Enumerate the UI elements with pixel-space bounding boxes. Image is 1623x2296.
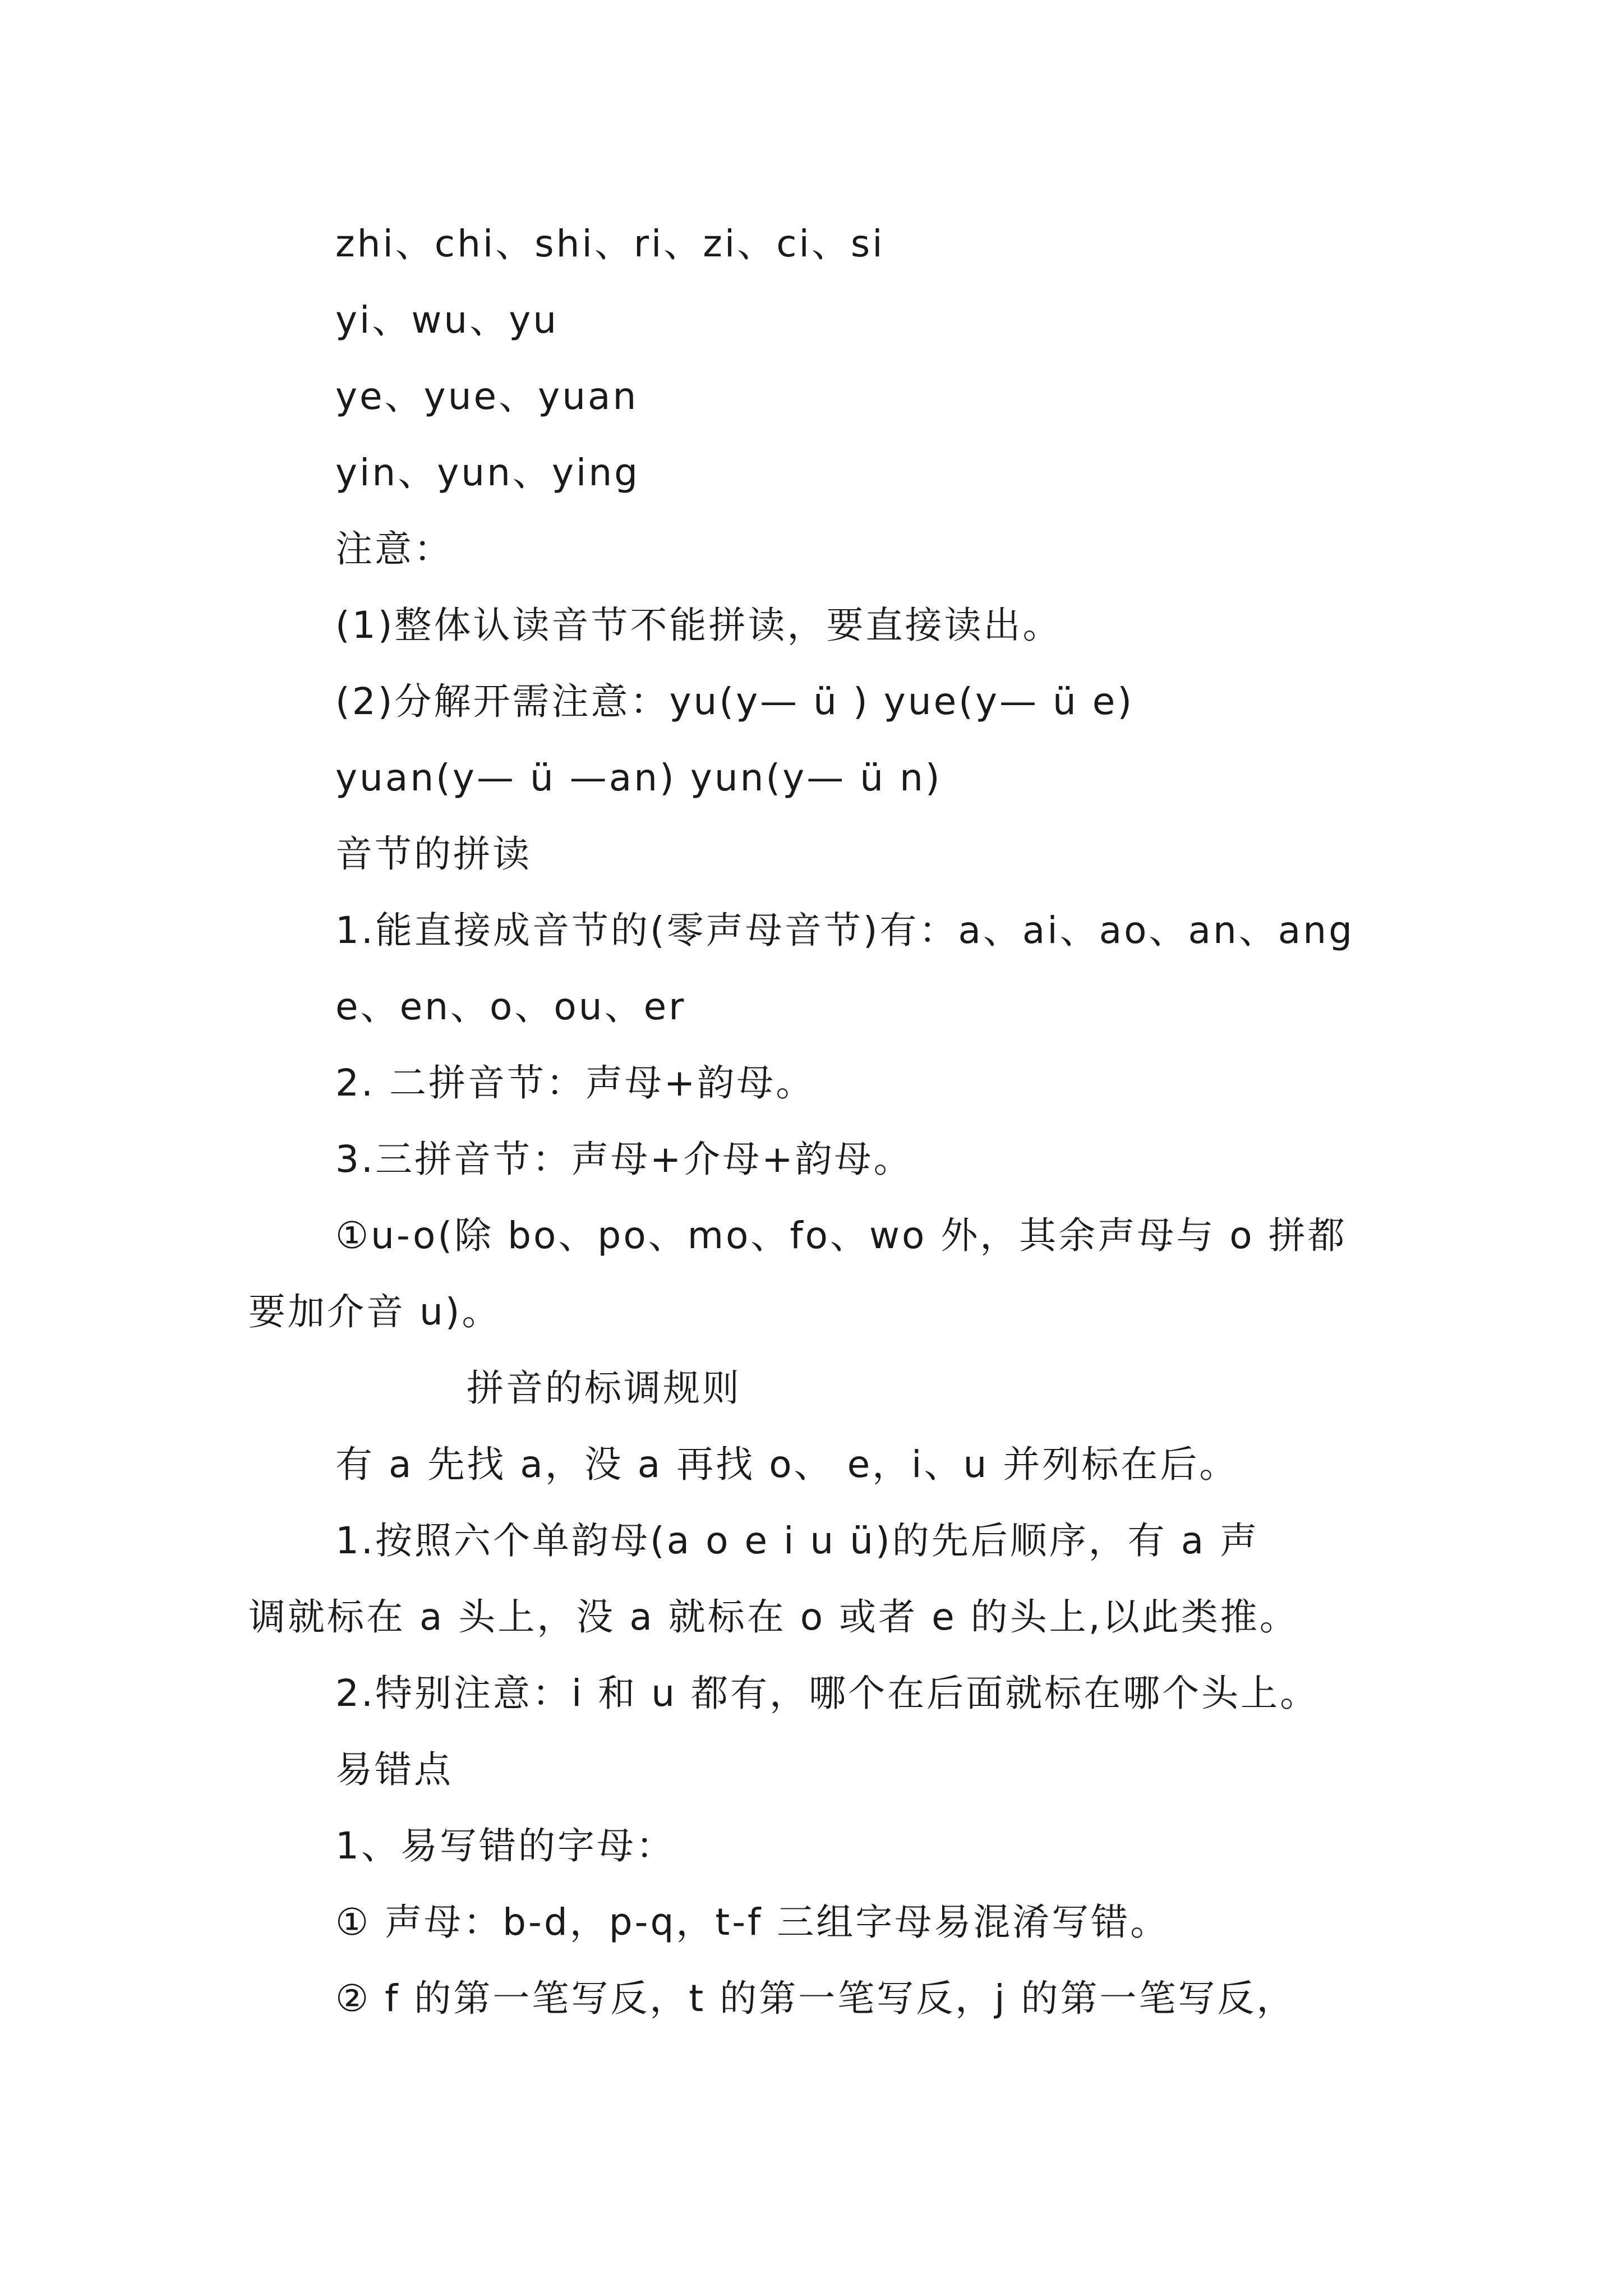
text-line-1: zhi、chi、shi、ri、zi、ci、si	[335, 222, 885, 265]
text-line-10: 1.能直接成音节的(零声母音节)有：a、ai、ao、an、ang	[335, 909, 1354, 952]
text-line-8: yuan(y— ü —an) yun(y— ü n)	[335, 756, 942, 799]
text-line-3: ye、yue、yuan	[335, 375, 639, 418]
text-line-15: 要加介音 u)。	[248, 1290, 501, 1333]
section-heading-tone-rules: 拼音的标调规则	[467, 1366, 741, 1410]
text-line-11: e、en、o、ou、er	[335, 985, 686, 1028]
text-line-18: 1.按照六个单韵母(a o e i u ü)的先后顺序，有 a 声	[335, 1519, 1260, 1562]
text-line-24: ② f 的第一笔写反，t 的第一笔写反，j 的第一笔写反，	[335, 1977, 1296, 2020]
text-line-5: 注意：	[335, 527, 453, 570]
text-line-23: ① 声母：b-d，p-q，t-f 三组字母易混淆写错。	[335, 1901, 1170, 1944]
text-line-22: 1、易写错的字母：	[335, 1824, 675, 1867]
text-line-19: 调就标在 a 头上，没 a 就标在 o 或者 e 的头上,以此类推。	[248, 1595, 1299, 1639]
text-line-13: 3.三拼音节：声母+介母+韵母。	[335, 1138, 913, 1181]
section-heading-syllable-reading: 音节的拼读	[335, 832, 532, 876]
text-line-17: 有 a 先找 a，没 a 再找 o、 e，i、u 并列标在后。	[335, 1443, 1239, 1486]
text-line-4: yin、yun、ying	[335, 451, 640, 494]
text-line-6: (1)整体认读音节不能拼读，要直接读出。	[335, 604, 1062, 647]
text-line-20: 2.特别注意：i 和 u 都有，哪个在后面就标在哪个头上。	[335, 1672, 1320, 1715]
text-line-2: yi、wu、yu	[335, 298, 559, 342]
text-line-12: 2. 二拼音节：声母+韵母。	[335, 1061, 815, 1105]
text-line-7: (2)分解开需注意：yu(y— ü ) yue(y— ü e)	[335, 680, 1135, 723]
text-line-14: ①u-o(除 bo、po、mo、fo、wo 外，其余声母与 o 拼都	[335, 1214, 1347, 1257]
section-heading-error-points: 易错点	[335, 1748, 453, 1791]
